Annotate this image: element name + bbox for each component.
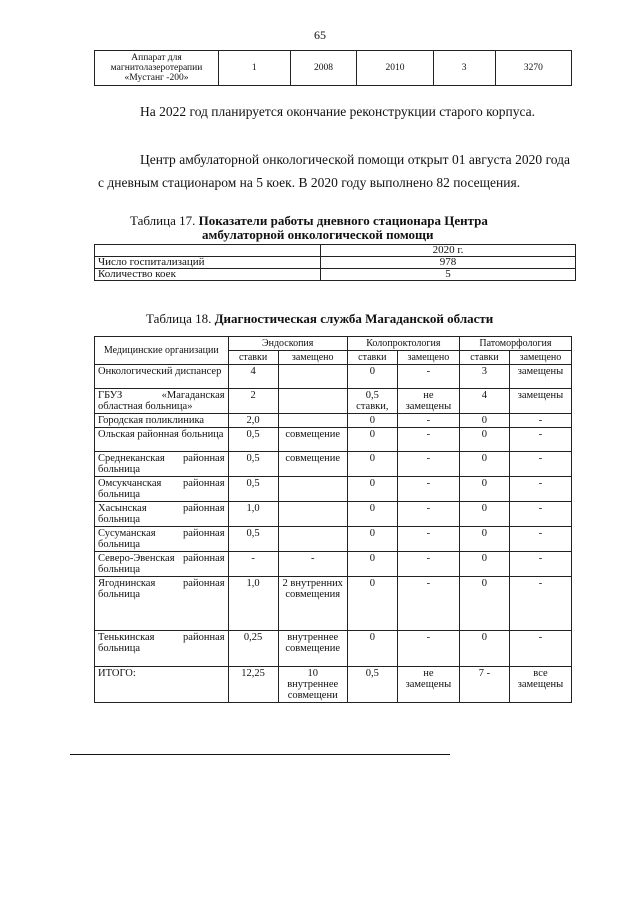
subheader-cell: замещено (397, 351, 459, 365)
table-header-row (95, 337, 572, 351)
diagnostic-service-table (94, 336, 572, 703)
table-row (95, 51, 572, 86)
table-cell: - (397, 452, 459, 477)
table-cell: 0 (347, 527, 397, 552)
table-header-row (95, 245, 576, 257)
table-cell (278, 477, 347, 502)
table-cell: 0 (459, 428, 509, 452)
table-cell: 3 (459, 365, 509, 389)
row-value: 978 (321, 257, 576, 269)
table-cell: 12,25 (228, 667, 278, 703)
table-cell: - (509, 527, 571, 552)
table-row-total (95, 667, 572, 703)
table18-caption-prefix: Таблица 18. (146, 311, 212, 326)
table-row (95, 257, 576, 269)
table-row (95, 577, 572, 631)
org-cell: ГБУЗ «Магаданская областная больница» (95, 389, 229, 414)
table-cell: 0 (459, 414, 509, 428)
org-cell: Тенькинская районная больница (95, 631, 229, 667)
table-cell: - (509, 452, 571, 477)
table-cell: - (397, 577, 459, 631)
table-cell: 0 (459, 552, 509, 577)
table-cell: - (397, 428, 459, 452)
table-cell: 0,5 (228, 527, 278, 552)
table-row (95, 527, 572, 552)
table-cell: 0 (347, 477, 397, 502)
table-cell: 0,5 ставки, (347, 389, 397, 414)
group-header-pathomorphology: Патоморфология (459, 337, 571, 351)
table-cell: 0,5 (228, 428, 278, 452)
table-row (95, 552, 572, 577)
table-cell: 0 (347, 502, 397, 527)
table-cell: - (509, 577, 571, 631)
table-cell: 1,0 (228, 502, 278, 527)
table-cell: 0 (347, 452, 397, 477)
table-cell: замещены (509, 389, 571, 414)
table-cell (278, 502, 347, 527)
table-cell: - (509, 502, 571, 527)
table-cell: 0 (459, 502, 509, 527)
table-cell: 0,5 (228, 477, 278, 502)
org-cell: Городская поликлиника (95, 414, 229, 428)
table-cell: 4 (459, 389, 509, 414)
table-cell: - (278, 552, 347, 577)
table-cell (278, 414, 347, 428)
group-header-endoscopy: Эндоскопия (228, 337, 347, 351)
org-cell: Ольская районная больница (95, 428, 229, 452)
table-cell: 1 (219, 51, 291, 86)
table-cell: 0 (347, 631, 397, 667)
table-row (95, 389, 572, 414)
org-header: Медицинские организации (95, 337, 229, 365)
table-cell: 0 (347, 552, 397, 577)
subheader-cell: ставки (228, 351, 278, 365)
table-cell: - (397, 527, 459, 552)
table-cell: 3 (433, 51, 495, 86)
org-cell: Северо-Эвенская районная больница (95, 552, 229, 577)
table-cell: - (397, 502, 459, 527)
table-cell: 2 внутренних совмещения (278, 577, 347, 631)
table18-caption (146, 312, 576, 326)
table-cell: 0,5 (347, 667, 397, 703)
table-row (95, 477, 572, 502)
org-cell: Сусуманская районная больница (95, 527, 229, 552)
table-cell: - (509, 477, 571, 502)
table-cell: 7 - (459, 667, 509, 703)
table-cell: все замещены (509, 667, 571, 703)
table-cell: 0 (459, 631, 509, 667)
table-cell: внутреннее совмещение (278, 631, 347, 667)
table-cell: 3270 (495, 51, 571, 86)
table-cell: 0,25 (228, 631, 278, 667)
table-row (95, 452, 572, 477)
table-cell: не замещены (397, 389, 459, 414)
table-cell: 0 (347, 414, 397, 428)
row-label: Число госпитализаций (95, 257, 321, 269)
row-value: 5 (321, 269, 576, 281)
table-cell: 0 (459, 477, 509, 502)
footer-rule (70, 754, 450, 755)
org-cell: Омсукчанская районная больница (95, 477, 229, 502)
table-cell: 4 (228, 365, 278, 389)
table17-caption (130, 214, 570, 242)
table-row (95, 269, 576, 281)
table-cell (95, 245, 321, 257)
table-cell: 1,0 (228, 577, 278, 631)
page-number: 65 (314, 28, 326, 42)
paragraph-reconstruction: На 2022 год планируется окончание реконструкции старого корпуса. (140, 104, 535, 119)
day-hospital-table (94, 244, 576, 281)
paragraph-ambulatory-center: Центр амбулаторной онкологической помощи открыт 01 августа 2020 года с дневным стационаром на 5 коек. В 2020 году выполнено 82 посещения. (98, 152, 570, 190)
table-cell: совмещение (278, 428, 347, 452)
table-cell: 10 внутреннее совмещени (278, 667, 347, 703)
equipment-name-cell: Аппарат для магнитолазеротерапии «Мустанг -200» (95, 51, 219, 86)
table-cell: замещены (509, 365, 571, 389)
table17-caption-title-line1: Показатели работы дневного стационара Центра (198, 213, 488, 228)
table-row (95, 428, 572, 452)
table-cell (278, 365, 347, 389)
table-cell: - (397, 631, 459, 667)
table-cell: 2008 (290, 51, 357, 86)
org-cell: Среднеканская районная больница (95, 452, 229, 477)
table-cell: не замещены (397, 667, 459, 703)
table-cell: - (509, 552, 571, 577)
table-cell: 2010 (357, 51, 433, 86)
table-cell: 2,0 (228, 414, 278, 428)
table-cell: 0 (347, 365, 397, 389)
subheader-cell: ставки (347, 351, 397, 365)
row-label: Количество коек (95, 269, 321, 281)
table-cell: - (509, 414, 571, 428)
table-cell: 0 (459, 527, 509, 552)
subheader-cell: замещено (278, 351, 347, 365)
subheader-cell: замещено (509, 351, 571, 365)
table-cell: 0 (347, 428, 397, 452)
table-row (95, 414, 572, 428)
table-cell: - (509, 428, 571, 452)
table-cell: 0 (459, 452, 509, 477)
table-cell: - (397, 365, 459, 389)
table-cell: 0 (347, 577, 397, 631)
table-cell: 0 (459, 577, 509, 631)
org-cell: Хасынская районная больница (95, 502, 229, 527)
table-cell (278, 527, 347, 552)
table-cell: 2 (228, 389, 278, 414)
group-header-coloproctology: Колопроктология (347, 337, 459, 351)
table-cell: - (228, 552, 278, 577)
subheader-cell: ставки (459, 351, 509, 365)
table-cell: - (509, 631, 571, 667)
table-cell: - (397, 414, 459, 428)
table-cell: совмещение (278, 452, 347, 477)
total-label: ИТОГО: (95, 667, 229, 703)
year-header: 2020 г. (321, 245, 576, 257)
org-cell: Онкологический диспансер (95, 365, 229, 389)
table-cell: - (397, 552, 459, 577)
table18-caption-title: Диагностическая служба Магаданской области (214, 311, 494, 326)
org-cell: Ягоднинская районная больница (95, 577, 229, 631)
table-cell: - (397, 477, 459, 502)
table-row (95, 631, 572, 667)
table-row (95, 502, 572, 527)
table17-caption-title-line2: амбулаторной онкологической помощи (202, 227, 434, 242)
equipment-table-fragment (94, 50, 572, 86)
table-row (95, 365, 572, 389)
table-cell (278, 389, 347, 414)
table17-caption-prefix: Таблица 17. (130, 213, 196, 228)
table-cell: 0,5 (228, 452, 278, 477)
